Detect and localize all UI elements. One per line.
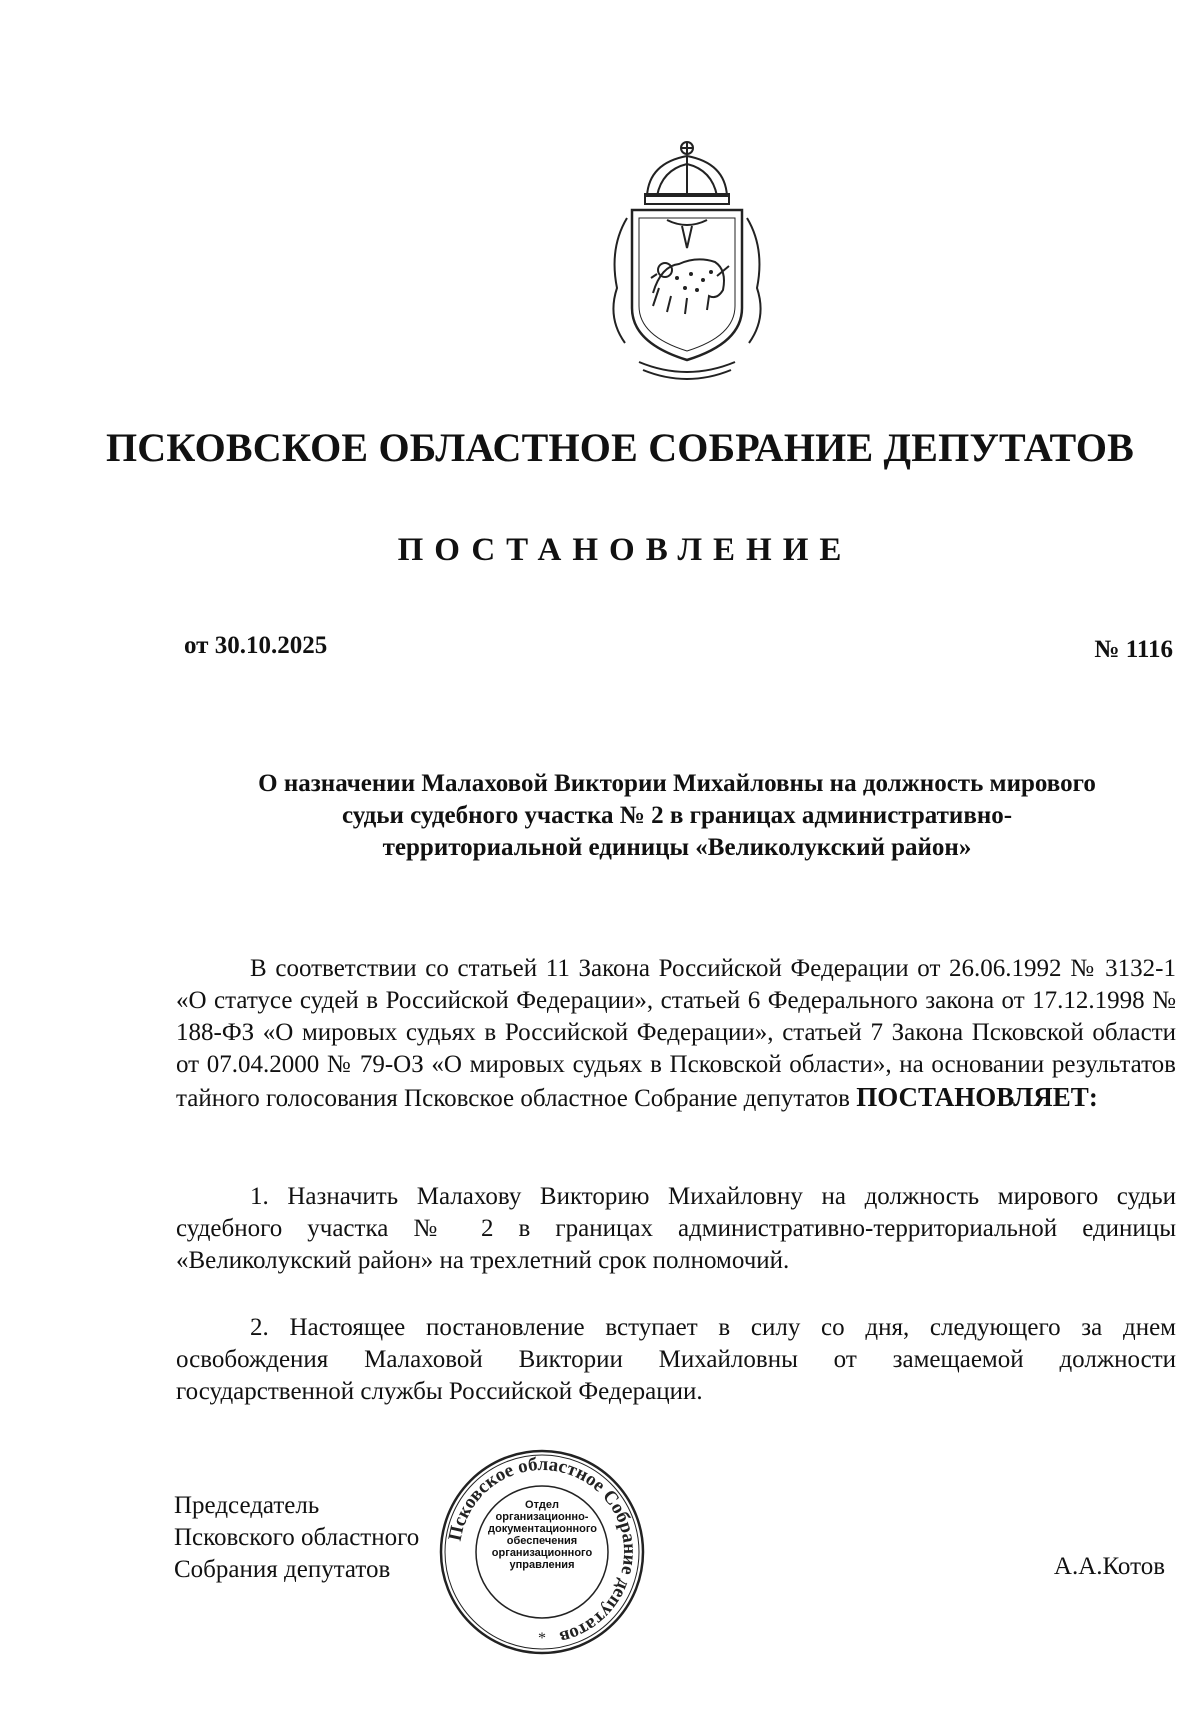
document-number: № 1116 xyxy=(1094,636,1173,663)
item-2-paragraph: 2. Настоящее постановление вступает в силу со дня, следующего за днем освобождения Малаховой Виктории Михайловны от замещаемой должности государственной службы Российской Федерации. xyxy=(176,1314,1176,1405)
subject-line: О назначении Малаховой Виктории Михайловны на должность мирового xyxy=(258,770,1096,797)
subject-line: территориальной единицы «Великолукский район» xyxy=(382,834,972,861)
signatory-position-line: Собрания депутатов xyxy=(174,1556,391,1583)
stamp-star: * xyxy=(538,1630,546,1647)
stamp-center-text xyxy=(488,1499,596,1571)
signatory-position-line: Псковского областного xyxy=(174,1524,420,1551)
stamp-center-line: управления xyxy=(509,1559,575,1571)
document-subject xyxy=(184,768,1170,864)
resolves-keyword: ПОСТАНОВЛЯЕТ: xyxy=(856,1082,1098,1112)
coat-of-arms-icon xyxy=(587,138,787,388)
stamp-center-line: организационно- xyxy=(495,1511,589,1523)
stamp-ring-text: Псковское областное Собрание депутатов xyxy=(444,1453,641,1648)
stamp-center-line: документационного xyxy=(488,1523,597,1535)
document-type: ПОСТАНОВЛЕНИЕ xyxy=(397,532,853,568)
item-1-paragraph: 1. Назначить Малахову Викторию Михайловну на должность мирового судьи судебного участка № 2 в границах административно-территориальной единицы «Великолукский район» на трехлетний срок полномочий. xyxy=(176,1183,1176,1274)
signatory-position xyxy=(174,1490,419,1586)
document-date: от 30.10.2025 xyxy=(184,632,328,659)
subject-line: судьи судебного участка № 2 в границах административно- xyxy=(341,802,1013,829)
organization-title: ПСКОВСКОЕ ОБЛАСТНОЕ СОБРАНИЕ ДЕПУТАТОВ xyxy=(105,425,1135,470)
signatory-position-line: Председатель xyxy=(174,1492,320,1519)
stamp-center-line: обеспечения xyxy=(506,1535,578,1547)
signatory-name: А.А.Котов xyxy=(1053,1553,1165,1580)
preamble-paragraph xyxy=(176,953,1176,1115)
preamble-text: В соответствии со статьей 11 Закона Российской Федерации от 26.06.1992 № 3132-1 «О статусе судей в Российской Федерации», статьей 6 Федерального закона от 17.12.1998 № 188-ФЗ «О мировых судьях в Российской Федерации», статьей 7 Закона Псковской области от 07.04.2000 № 79-ОЗ «О мировых судьях в Псковской области», на основании результатов тайного голосования Псковское областное Собрание депутатов xyxy=(176,955,1176,1112)
stamp-center-line: организационного xyxy=(491,1547,593,1559)
stamp-center-line: Отдел xyxy=(525,1499,559,1511)
